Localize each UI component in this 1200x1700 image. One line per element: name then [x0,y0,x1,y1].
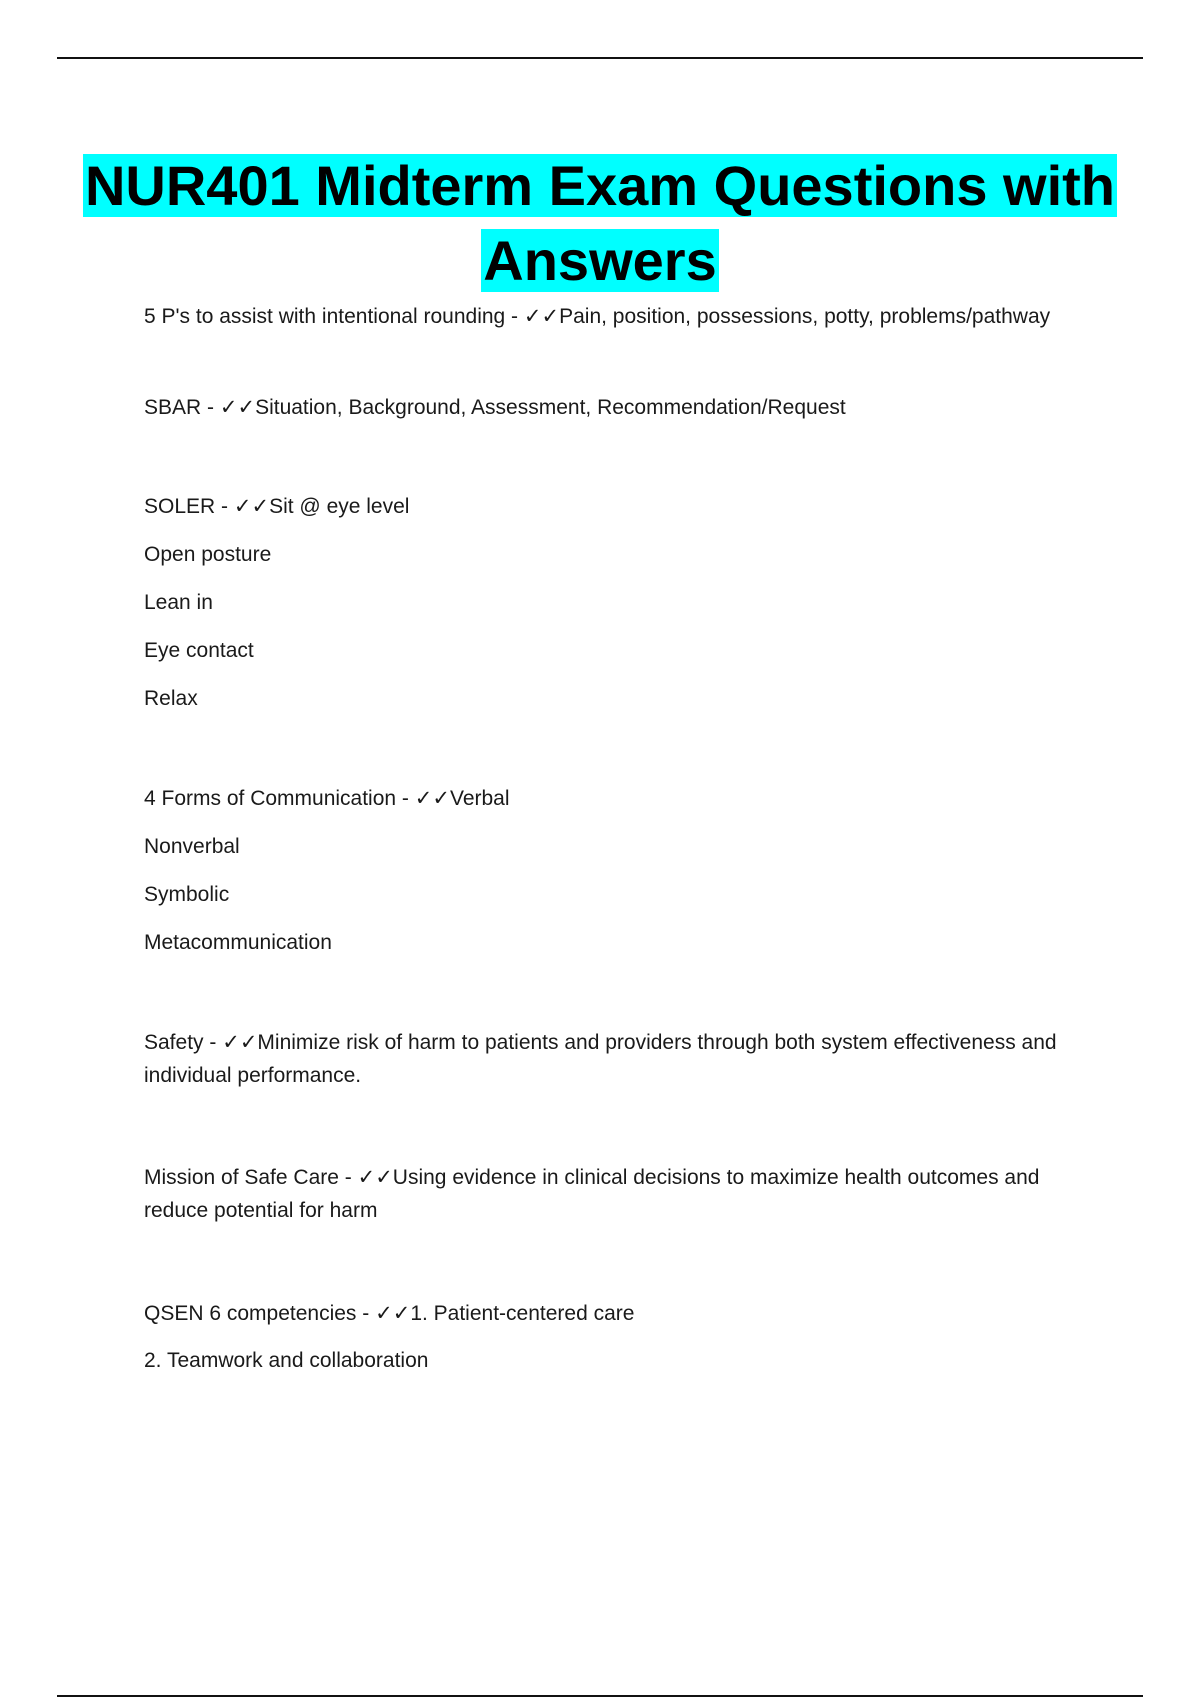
qa-term: 5 P's to assist with intentional rounding [144,305,506,328]
double-check-icon: ✓✓ [414,787,450,810]
qa-extra-line: Relax [144,687,198,710]
qa-entry-qsen [144,1297,1094,1377]
double-check-icon: ✓✓ [222,1031,258,1054]
qa-line [144,1026,1094,1092]
document-title [0,148,1200,298]
qa-line [144,1297,1094,1330]
qa-separator: - [215,495,234,518]
qa-separator: - [505,305,524,328]
qa-extra-line: Open posture [144,543,272,566]
qa-line [144,1161,1094,1227]
qa-term: SOLER [144,495,216,518]
qa-term: Mission of Safe Care [144,1166,339,1189]
qa-entry-mission [144,1161,1094,1227]
qa-term: Safety [144,1031,204,1054]
qa-term: 4 Forms of Communication [144,787,397,810]
qa-separator: - [396,787,415,810]
qa-answer: Minimize risk of harm to patients and providers through both system effectiveness and individual performance. [144,1031,1057,1087]
double-check-icon: ✓✓ [357,1166,393,1189]
double-check-icon: ✓✓ [233,495,270,518]
double-check-icon: ✓✓ [375,1302,411,1325]
qa-extra-line: 2. Teamwork and collaboration [144,1349,429,1372]
qa-entry-communication [144,782,1094,959]
qa-separator: - [203,1031,223,1054]
qa-entry-soler [144,490,1094,715]
qa-extra-line: Eye contact [144,639,254,662]
qa-extra-line: Nonverbal [144,835,240,858]
double-check-icon: ✓✓ [523,305,560,328]
double-check-icon: ✓✓ [219,396,256,419]
qa-separator: - [338,1166,358,1189]
qa-entry-safety [144,1026,1094,1092]
document-title-highlight: NUR401 Midterm Exam Questions with Answers [84,154,1115,292]
qa-answer: Sit @ eye level [269,495,410,518]
qa-line [144,782,1094,815]
qa-content [144,300,1094,1377]
qa-line [144,490,1094,523]
header-rule [57,57,1143,59]
qa-separator: - [356,1302,376,1325]
qa-answer: Using evidence in clinical decisions to maximize health outcomes and reduce potential for harm [144,1166,1040,1222]
qa-term: QSEN 6 competencies [144,1302,357,1325]
qa-answer: Situation, Background, Assessment, Recommendation/Request [255,396,846,419]
qa-line [144,391,1094,424]
qa-answer: 1. Patient-centered care [410,1302,635,1325]
qa-extra-line: Symbolic [144,883,230,906]
qa-line [144,300,1094,333]
qa-entry-sbar [144,391,1094,424]
qa-separator: - [201,396,220,419]
qa-answer: Pain, position, possessions, potty, problems/pathway [559,305,1051,328]
qa-term: SBAR [144,396,202,419]
qa-answer: Verbal [449,787,510,810]
qa-extra-line: Lean in [144,591,213,614]
qa-extra-line: Metacommunication [144,931,332,954]
footer-rule [57,1695,1143,1697]
qa-entry-5ps [144,300,1094,333]
